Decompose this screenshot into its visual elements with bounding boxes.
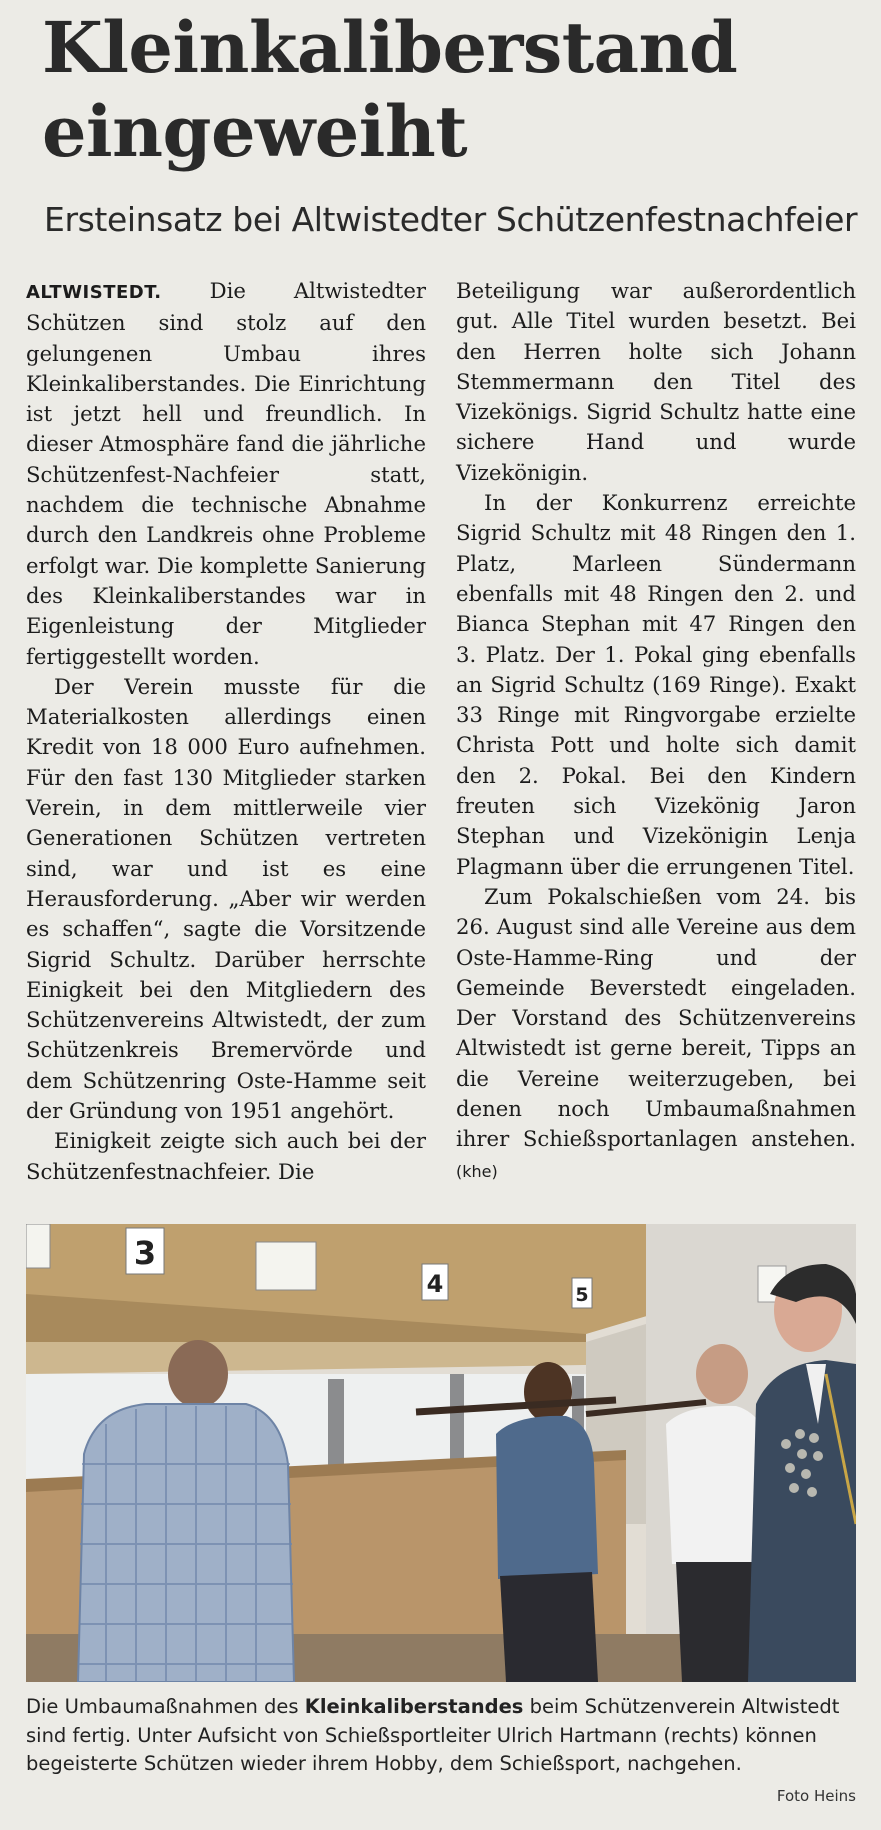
lane-number: 4 <box>426 1270 444 1298</box>
subheadline: Ersteinsatz bei Altwistedter Schützenfestnachfeier <box>44 200 858 239</box>
article-column-left <box>26 276 426 1187</box>
headline <box>42 6 737 174</box>
article-column-right <box>456 276 856 1187</box>
lane-number: 3 <box>133 1234 157 1272</box>
shooting-range-photo <box>26 1224 856 1682</box>
caption-text: beim Schützenverein Altwistedt sind fertig. Unter Aufsicht von Schießsportleiter Ulrich Hartmann (rechts) können begeisterte Schützen wieder ihrem Hobby, dem Schießsport, nachgehen. <box>26 1695 840 1775</box>
caption-highlight: Kleinkaliberstandes <box>304 1695 524 1718</box>
paragraph: Beteiligung war außerordentlich gut. Alle Titel wurden besetzt. Bei den Herren holte sich Johann Stemmermann den Titel des Vizekönigs. Sigrid Schultz hatte eine sichere Hand und wurde Vizekönigin. <box>456 278 856 485</box>
headline-line-1: Kleinkaliberstand <box>42 6 738 89</box>
lane-number: 5 <box>575 1284 589 1306</box>
paragraph-text: Zum Pokalschießen vom 24. bis 26. August sind alle Vereine aus dem Oste-Hamme-Ring und der Gemeinde Beverstedt eingeladen. Der Vorstand des Schützenvereins Altwistedt ist gerne bereit, Tipps an die Vereine weiterzugeben, bei denen noch Umbaumaßnahmen ihrer Schießsportanlagen anstehen. <box>456 883 856 1152</box>
dateline: ALTWISTEDT. <box>26 282 162 303</box>
headline-line-2: eingeweiht <box>42 90 468 173</box>
paragraph <box>26 276 426 672</box>
article-photo <box>26 1224 856 1682</box>
paragraph: In der Konkurrenz erreichte Sigrid Schultz mit 48 Ringen den 1. Platz, Marleen Sündermann ebenfalls mit 48 Ringen den 2. und Bianca Stephan mit 47 Ringen den 3. Platz. Der 1. Pokal ging ebenfalls an Sigrid Schultz (169 Ringe). Exakt 33 Ringe mit Ringvorgabe erzielte Christa Pott und holte sich damit den 2. Pokal. Bei den Kindern freuten sich Vizekönig Jaron Stephan und Vizekönigin Lenja Plagmann über die errungenen Titel. <box>456 490 856 879</box>
paragraph: Einigkeit zeigte sich auch bei der Schützenfestnachfeier. Die <box>26 1128 426 1184</box>
author-initials: (khe) <box>456 1161 498 1181</box>
caption-text: Die Umbaumaßnahmen des <box>26 1695 305 1718</box>
photo-credit: Foto Heins <box>776 1787 856 1805</box>
paragraph-text: Die Altwistedter Schützen sind stolz auf den gelungenen Umbau ihres Kleinkaliberstandes. Die Einrichtung ist jetzt hell und freundlich. In dieser Atmosphäre fand die jährliche Schützenfest-Nachfeier statt, nachdem die technische Abnahme durch den Landkreis ohne Probleme erfolgt war. Die komplette Sanierung des Kleinkaliberstandes war in Eigenleistung der Mitglieder fertiggestellt worden. <box>26 278 426 669</box>
photo-caption <box>26 1693 856 1779</box>
paragraph: Der Verein musste für die Materialkosten allerdings einen Kredit von 18 000 Euro aufnehmen. Für den fast 130 Mitglieder starken Verein, in dem mittlerweile vier Generationen Schützen vertreten sind, war und ist es eine Herausforderung. „Aber wir werden es schaffen“, sagte die Vorsitzende Sigrid Schultz. Darüber herrschte Einigkeit bei den Mitgliedern des Schützenvereins Altwistedt, der zum Schützenkreis Bremervörde und dem Schützenring Oste-Hamme seit der Gründung von 1951 angehört. <box>26 673 426 1124</box>
paragraph <box>456 882 856 1187</box>
